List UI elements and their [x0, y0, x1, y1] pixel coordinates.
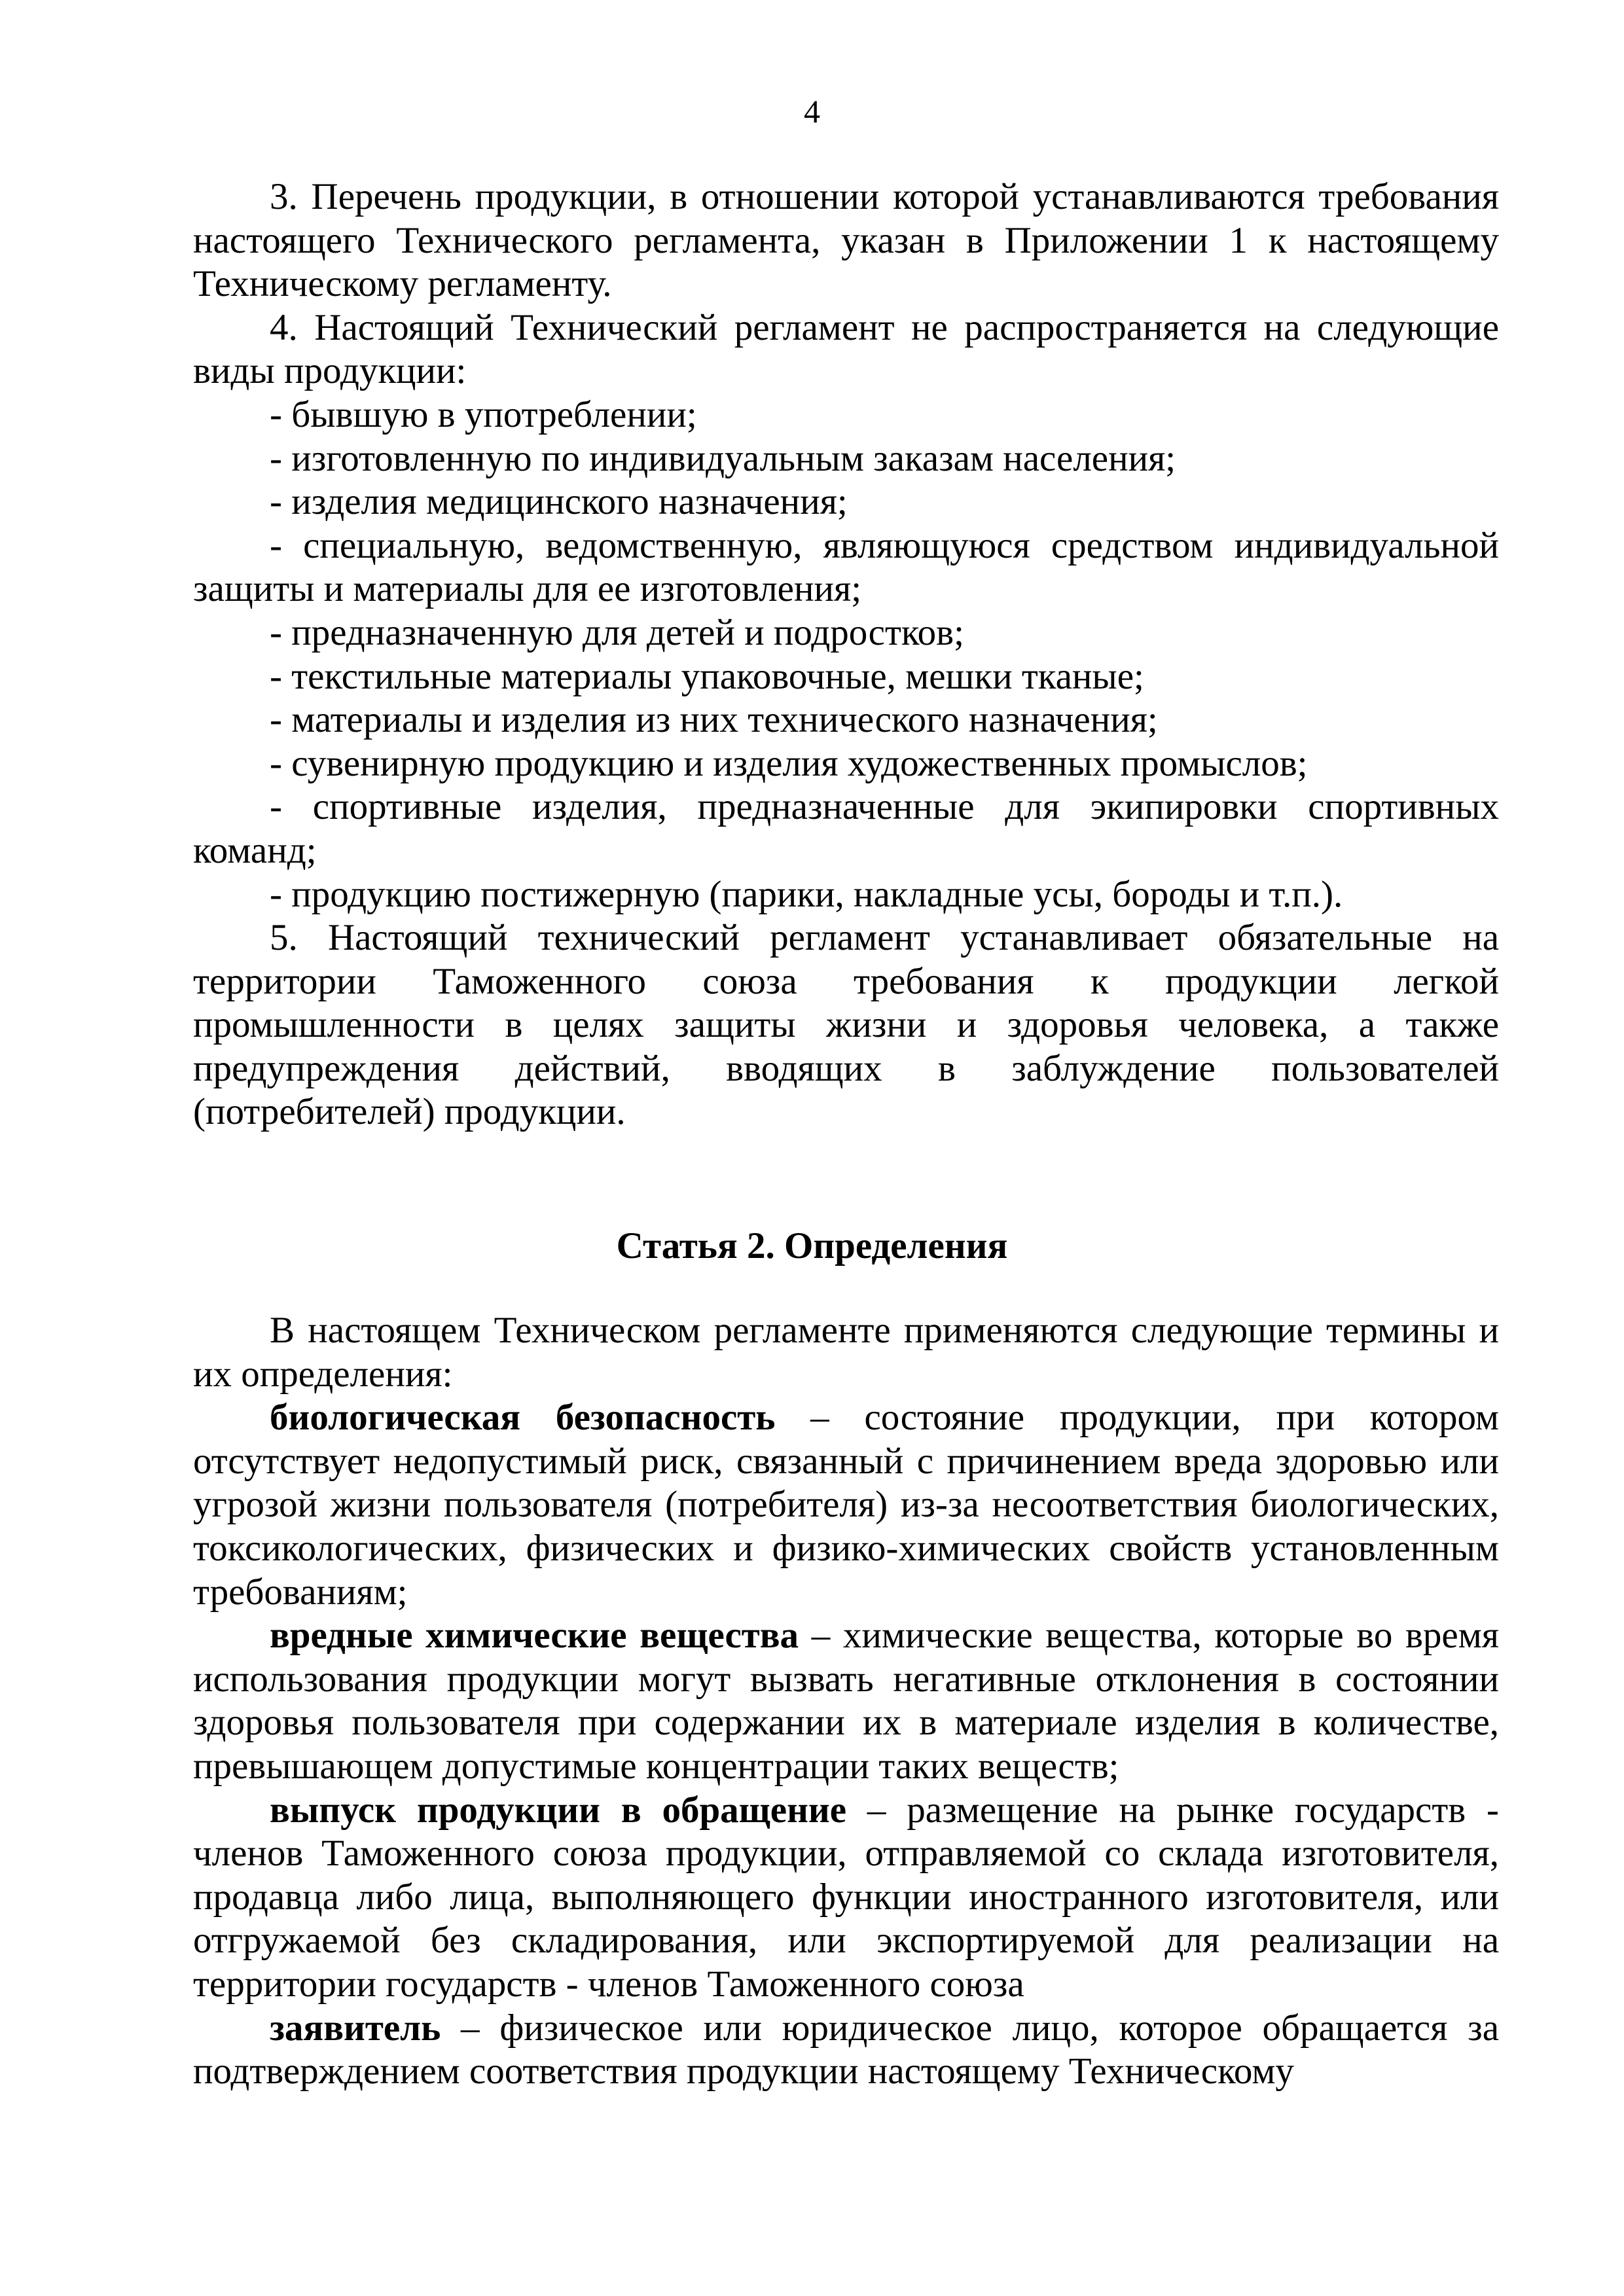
definition-term: заявитель	[270, 2007, 441, 2049]
definition-item	[193, 2007, 1499, 2094]
definition-term: выпуск продукции в обращение	[270, 1789, 847, 1831]
definition-text: – состояние продукции, при котором отсутствует недопустимый риск, связанный с причинением вреда здоровью или угрозой жизни пользователя (потребителя) из-за несоответствия биологических, токсикологических, физических и физико-химических свойств установленным требованиям;	[193, 1397, 1499, 1613]
exclusion-item: - текстильные материалы упаковочные, мешки тканые;	[270, 655, 1144, 697]
exclusion-item: - бывшую в употреблении;	[270, 393, 697, 435]
paragraph-3: 3. Перечень продукции, в отношении которой устанавливаются требования настоящего Технического регламента, указан в Приложении 1 к настоящему Техническому регламенту.	[193, 176, 1499, 305]
definition-text: – физическое или юридическое лицо, которое обращается за подтверждением соответствия продукции настоящему Техническому	[193, 2007, 1499, 2092]
definition-term: биологическая безопасность	[270, 1397, 776, 1439]
definition-text: – химические вещества, которые во время использования продукции могут вызвать негативные отклонения в состоянии здоровья пользователя при содержании их в материале изделия в количестве, превышающем допустимые концентрации таких веществ;	[193, 1615, 1499, 1787]
exclusion-item: - изделия медицинского назначения;	[270, 481, 848, 523]
definitions-section	[193, 1309, 1499, 2094]
exclusion-item: - продукцию постижерную (парики, накладные усы, бороды и т.п.).	[270, 873, 1343, 915]
exclusion-item: - предназначенную для детей и подростков;	[270, 611, 964, 653]
exclusion-item: - спортивные изделия, предназначенные для экипировки спортивных команд;	[193, 786, 1499, 871]
definition-item	[193, 1614, 1499, 1788]
scope-section	[193, 175, 1499, 1134]
paragraph-5: 5. Настоящий технический регламент устанавливает обязательные на территории Таможенного союза требования к продукции легкой промышленности в целях защиты жизни и здоровья человека, а также предупреждения действий, вводящих в заблуждение пользователей (потребителей) продукции.	[193, 917, 1499, 1133]
definition-text: – размещение на рынке государств - членов Таможенного союза продукции, отправляемой со склада изготовителя, продавца либо лица, выполняющего функции иностранного изготовителя, или отгружаемой без складирования, или экспортируемой для реализации на территории государств - членов Таможенного союза	[193, 1789, 1499, 2005]
definition-item	[193, 1789, 1499, 2007]
exclusion-item: - специальную, ведомственную, являющуюся средством индивидуальной защиты и материалы для ее изготовления;	[193, 524, 1499, 610]
definition-term: вредные химические вещества	[270, 1615, 799, 1657]
page-number: 4	[804, 93, 820, 130]
exclusion-item: - изготовленную по индивидуальным заказам населения;	[270, 437, 1176, 479]
exclusion-item: - материалы и изделия из них технического назначения;	[270, 699, 1158, 741]
exclusion-item: - сувенирную продукцию и изделия художественных промыслов;	[270, 742, 1308, 784]
definitions-intro: В настоящем Техническом регламенте применяются следующие термины и их определения:	[193, 1310, 1499, 1395]
definition-item	[193, 1396, 1499, 1614]
section-heading: Статья 2. Определения	[616, 1225, 1008, 1266]
paragraph-4: 4. Настоящий Технический регламент не распространяется на следующие виды продукции:	[193, 306, 1499, 392]
